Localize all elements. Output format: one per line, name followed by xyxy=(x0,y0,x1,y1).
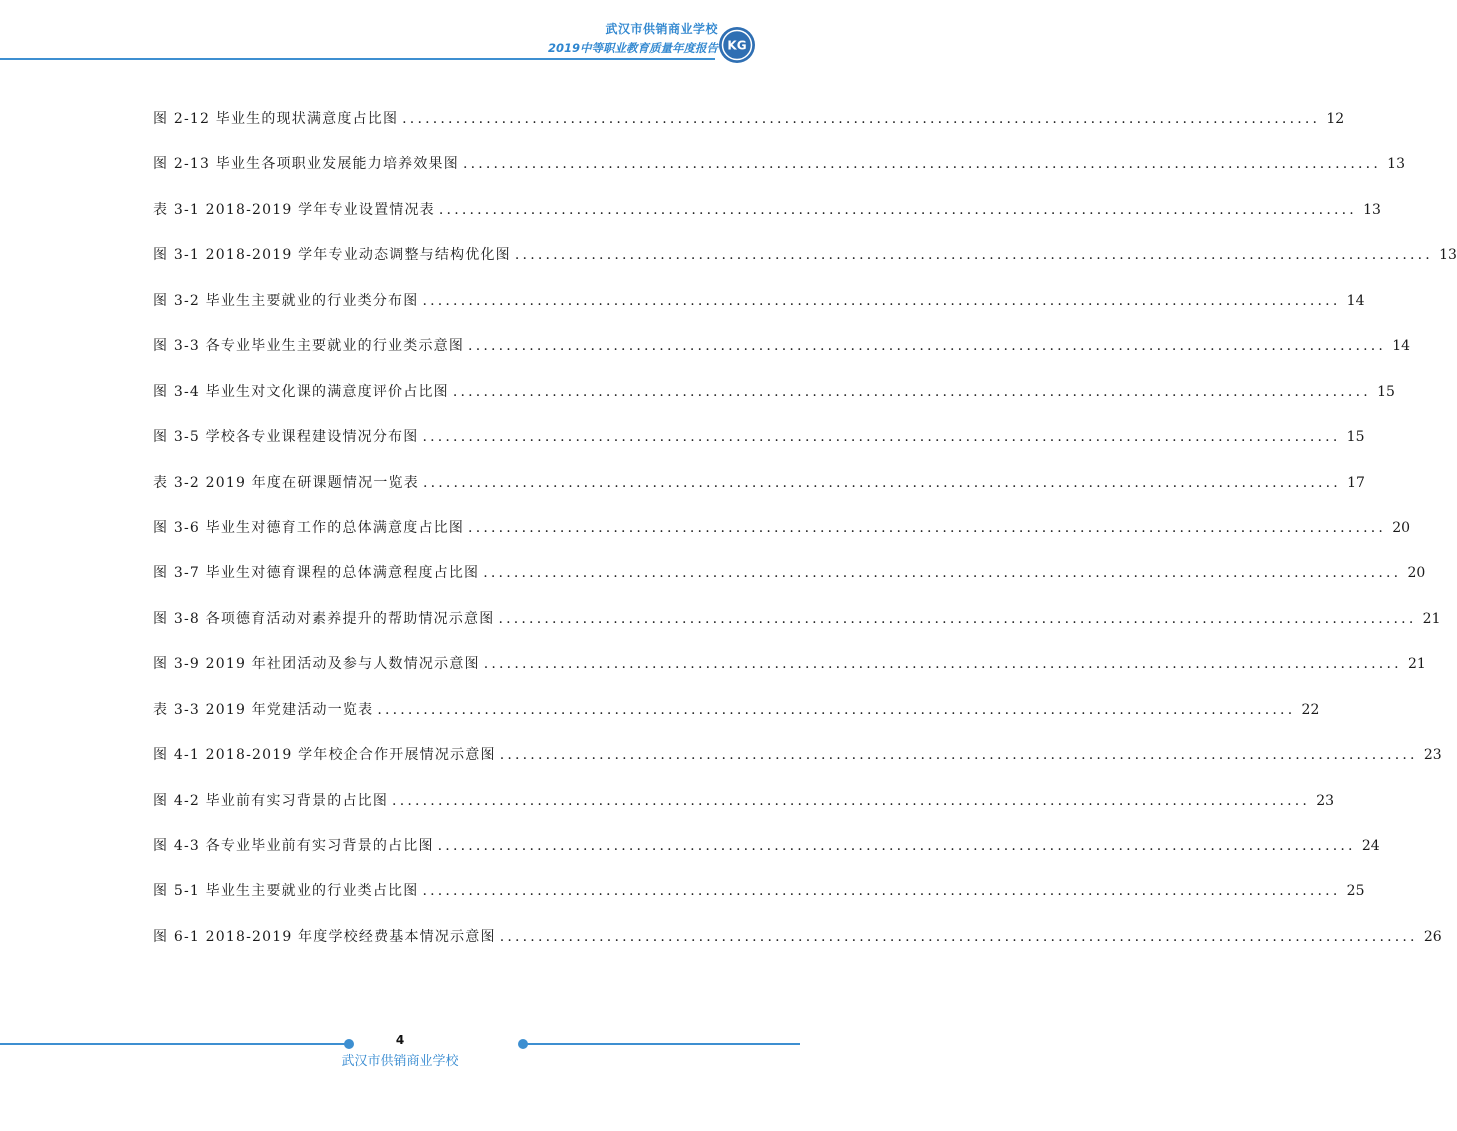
toc-entry-label: 图 4-1 2018-2019 学年校企合作开展情况示意图 xyxy=(153,747,496,764)
toc-dot-leader: ........................................................................................................................ xyxy=(422,429,1341,446)
toc-dot-leader: ........................................................................................................................ xyxy=(452,383,1371,400)
toc-entry-label: 图 3-9 2019 年社团活动及参与人数情况示意图 xyxy=(153,656,480,673)
toc-entry[interactable] xyxy=(153,468,1365,513)
toc-entry-page: 15 xyxy=(1346,429,1365,446)
page-footer xyxy=(0,1030,800,1130)
toc-dot-leader: ........................................................................................................................ xyxy=(422,474,1341,491)
toc-entry-page: 14 xyxy=(1392,338,1411,355)
toc-entry-page: 13 xyxy=(1363,201,1381,218)
toc-entry-label: 图 5-1 毕业生主要就业的行业类占比图 xyxy=(153,883,419,900)
toc-entry-page: 14 xyxy=(1346,292,1365,309)
toc-entry-label: 图 3-6 毕业生对德育工作的总体满意度占比图 xyxy=(153,519,465,536)
toc-entry-page: 23 xyxy=(1316,792,1335,809)
toc-entry[interactable] xyxy=(153,422,1365,467)
toc-entry-page: 21 xyxy=(1422,610,1441,627)
header-report-title: 2019中等职业教育质量年度报告 xyxy=(547,41,718,55)
toc-entry[interactable] xyxy=(153,331,1411,376)
toc-dot-leader: ........................................................................................................................ xyxy=(392,792,1311,809)
toc-dot-leader: ........................................................................................................................ xyxy=(483,565,1402,582)
toc-dot-leader: ........................................................................................................................ xyxy=(499,747,1418,764)
footer-rule-right xyxy=(524,1043,800,1045)
toc-entry[interactable] xyxy=(153,377,1395,422)
toc-entry-label: 表 3-1 2018-2019 学年专业设置情况表 xyxy=(153,201,435,218)
toc-dot-leader: ........................................................................................................................ xyxy=(422,292,1341,309)
toc-entry-label: 图 3-1 2018-2019 学年专业动态调整与结构优化图 xyxy=(153,247,511,264)
toc-entry[interactable] xyxy=(153,149,1405,194)
header-rule xyxy=(0,58,715,60)
toc-entry[interactable] xyxy=(153,286,1365,331)
toc-entry-page: 23 xyxy=(1423,747,1442,764)
school-logo-icon xyxy=(718,26,756,64)
toc-entry-page: 25 xyxy=(1346,883,1365,900)
toc-entry-label: 表 3-2 2019 年度在研课题情况一览表 xyxy=(153,474,419,491)
toc-entry[interactable] xyxy=(153,922,1442,967)
page-header xyxy=(0,0,800,70)
toc-entry-label: 图 4-2 毕业前有实习背景的占比图 xyxy=(153,792,389,809)
toc-dot-leader: ........................................................................................................................ xyxy=(468,519,1387,536)
toc-entry-label: 表 3-3 2019 年党建活动一览表 xyxy=(153,701,374,718)
toc-entry-page: 21 xyxy=(1407,656,1426,673)
toc-entry-page: 22 xyxy=(1301,701,1320,718)
toc-dot-leader: ........................................................................................................................ xyxy=(514,247,1433,264)
toc-dot-leader: ........................................................................................................................ xyxy=(483,656,1402,673)
toc-entry-label: 图 3-4 毕业生对文化课的满意度评价占比图 xyxy=(153,383,449,400)
toc-entry-label: 图 2-12 毕业生的现状满意度占比图 xyxy=(153,111,399,127)
toc-entry-label: 图 3-3 各专业毕业生主要就业的行业类示意图 xyxy=(153,338,465,355)
toc-entry-page: 13 xyxy=(1387,156,1405,173)
toc-entry-page: 12 xyxy=(1326,111,1345,127)
toc-entry[interactable] xyxy=(153,740,1442,785)
toc-dot-leader: ........................................................................................................................ xyxy=(438,201,1357,218)
toc-entry[interactable] xyxy=(153,558,1426,603)
toc-entry-label: 图 4-3 各专业毕业前有实习背景的占比图 xyxy=(153,838,434,854)
toc-entry-label: 图 6-1 2018-2019 年度学校经费基本情况示意图 xyxy=(153,928,496,945)
toc-entry-page: 20 xyxy=(1392,519,1411,536)
toc-dot-leader: ........................................................................................................................ xyxy=(377,701,1296,718)
toc-dot-leader: ........................................................................................................................ xyxy=(499,928,1418,945)
logo-text: KG xyxy=(727,38,747,53)
toc-entry-page: 24 xyxy=(1361,838,1380,854)
toc-entry[interactable] xyxy=(153,240,1457,285)
toc-entry-label: 图 3-5 学校各专业课程建设情况分布图 xyxy=(153,429,419,446)
toc-entry-page: 17 xyxy=(1347,474,1365,491)
toc-entry-label: 图 3-8 各项德育活动对素养提升的帮助情况示意图 xyxy=(153,610,495,627)
toc-entry-label: 图 3-7 毕业生对德育课程的总体满意程度占比图 xyxy=(153,565,480,582)
toc-entry[interactable] xyxy=(153,649,1426,694)
toc-dot-leader: ........................................................................................................................ xyxy=(468,338,1387,355)
toc-entry-page: 13 xyxy=(1439,247,1457,264)
toc-dot-leader: ........................................................................................................................ xyxy=(498,610,1417,627)
toc-entry-page: 15 xyxy=(1377,383,1395,400)
toc-entry-page: 26 xyxy=(1423,928,1442,945)
toc-entry[interactable] xyxy=(153,876,1365,921)
toc-entry[interactable] xyxy=(153,513,1411,558)
toc-entry-label: 图 2-13 毕业生各项职业发展能力培养效果图 xyxy=(153,156,459,173)
toc-entry-label: 图 3-2 毕业生主要就业的行业类分布图 xyxy=(153,292,419,309)
footer-school-name: 武汉市供销商业学校 xyxy=(341,1054,459,1069)
toc-dot-leader: ........................................................................................................................ xyxy=(437,838,1356,854)
table-of-figures xyxy=(153,104,1457,967)
header-school-name: 武汉市供销商业学校 xyxy=(605,22,718,36)
toc-entry[interactable] xyxy=(153,695,1320,740)
page-number: 4 xyxy=(395,1033,405,1047)
toc-entry[interactable] xyxy=(153,104,1345,149)
toc-dot-leader: ........................................................................................................................ xyxy=(462,156,1381,173)
toc-dot-leader: ........................................................................................................................ xyxy=(422,883,1341,900)
toc-entry[interactable] xyxy=(153,786,1335,831)
toc-entry[interactable] xyxy=(153,831,1380,876)
toc-entry-page: 20 xyxy=(1407,565,1426,582)
toc-dot-leader: ........................................................................................................................ xyxy=(402,111,1321,127)
toc-entry[interactable] xyxy=(153,195,1381,240)
toc-entry[interactable] xyxy=(153,604,1441,649)
